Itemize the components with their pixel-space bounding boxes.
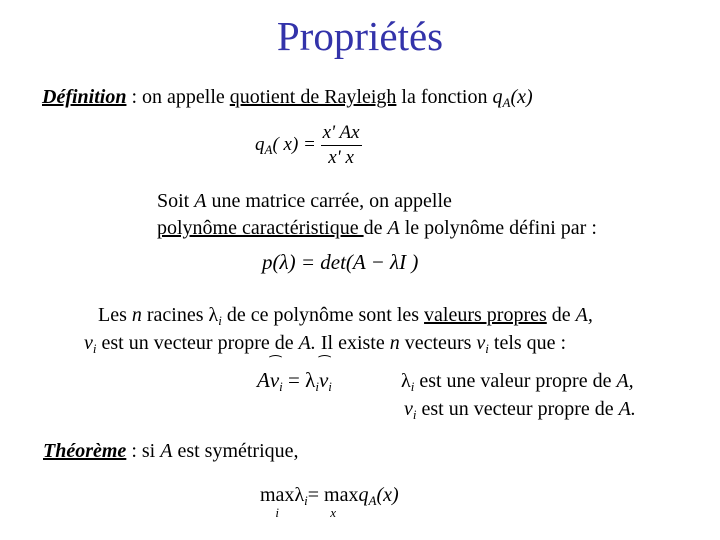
rayleigh-term: quotient de Rayleigh xyxy=(229,86,397,108)
theorem-equation: max i $\lambda_i$ = max x $q_A(x)$ xyxy=(260,484,399,520)
rayleigh-equation: $q_A$( x) = $\frac{x' Ax}{x' x}$ xyxy=(255,122,360,168)
charpoly-equation: p(λ) = det(A − λI ) xyxy=(262,250,419,274)
eigen-line-1: Les n racines $\lambda_i$ de ce polynôme sont les valeurs propres de A, xyxy=(98,304,593,328)
charpoly-line-1: Soit A une matrice carrée, on appelle xyxy=(157,190,452,212)
definition-label: Définition xyxy=(42,86,127,108)
page-title: Propriétés xyxy=(276,13,444,59)
eigen-note-1: $\lambda_i$ est une valeur propre de A, xyxy=(401,370,634,394)
eigenvalues-term: valeurs propres xyxy=(424,304,547,326)
eigen-equation: A⁀ $v_i$ = $\lambda_i⁀$ $v_i$ xyxy=(257,368,332,393)
charpoly-term: polynôme caractéristique xyxy=(157,217,364,239)
theorem-label: Théorème xyxy=(43,440,127,462)
theorem-line: Théorème : si A est symétrique, xyxy=(43,440,299,462)
eigen-line-2: $v_i$ est un vecteur propre de A. Il existe n vecteurs $v_i$ tels que : xyxy=(84,332,567,356)
rayleigh-fraction: $\frac{x' Ax}{x' x}$ xyxy=(322,122,360,168)
eigen-note-2: $v_i$ est un vecteur propre de A. xyxy=(404,398,636,422)
charpoly-line-2: polynôme caractéristique de A le polynôme défini par : xyxy=(157,217,597,239)
definition-line: Définition : on appelle quotient de Rayleigh la fonction $q_A(x)$ xyxy=(42,86,533,110)
